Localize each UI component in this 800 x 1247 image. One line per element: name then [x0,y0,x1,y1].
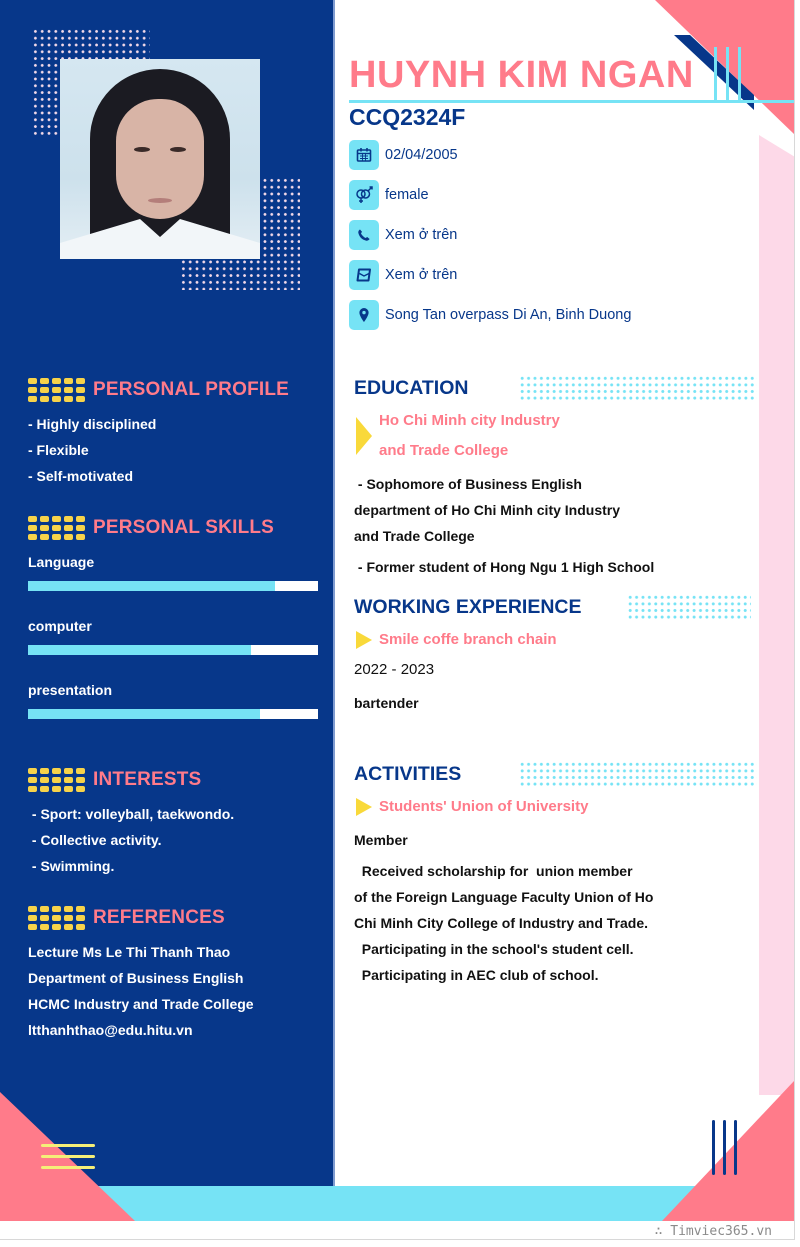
location-pin-icon [349,300,379,330]
education-school: and Trade College [379,442,509,459]
profile-item: - Flexible [28,442,89,458]
skill-bar-presentation [28,709,318,719]
candidate-name: HUYNH KIM NGAN [349,54,694,96]
profile-item: - Highly disciplined [28,416,157,432]
yellow-triangle-icon [356,798,372,816]
yellow-blocks-icon [28,378,85,402]
activities-line: of the Foreign Language Faculty Union of Ho [354,889,654,905]
experience-heading: WORKING EXPERIENCE [354,596,582,618]
education-dots [519,375,757,400]
activities-role: Member [354,832,408,848]
activities-line: Chi Minh City College of Industry and Trade. [354,915,649,931]
candidate-code: CCQ2324F [349,104,466,130]
activities-org: Students' Union of University [379,798,589,815]
contact-address: Song Tan overpass Di An, Binh Duong [349,300,631,330]
skill-label: presentation [28,682,113,698]
activities-heading: ACTIVITIES [354,763,462,785]
gender-icon [349,180,379,210]
contact-birthdate: 02/04/2005 [349,140,458,170]
education-line: and Trade College [354,528,475,544]
references-heading: REFERENCES [28,906,225,930]
reference-line: HCMC Industry and Trade College [28,996,254,1012]
left-sidebar [0,0,335,1186]
interest-item: - Sport: volleyball, taekwondo. [28,806,235,822]
watermark: ∴ Timviec365.vn [654,1224,772,1239]
activities-line: Received scholarship for union member [354,863,633,879]
experience-role: bartender [354,695,419,711]
yellow-lines-icon [41,1144,95,1172]
contact-gender: female [349,180,429,210]
reference-email: ltthanhthao@edu.hitu.vn [28,1022,193,1038]
education-heading: EDUCATION [354,377,469,399]
profile-item: - Self-motivated [28,468,134,484]
email-icon [349,260,379,290]
reference-line: Department of Business English [28,970,244,986]
activities-line: Participating in the school's student cell. [354,941,634,957]
personal-profile-heading: PERSONAL PROFILE [28,378,289,402]
yellow-triangle-icon [356,631,372,649]
skill-label: computer [28,618,92,634]
calendar-icon [349,140,379,170]
yellow-blocks-icon [28,768,85,792]
yellow-triangle-icon [356,417,372,455]
education-line: - Sophomore of Business English [354,476,582,492]
yellow-blocks-icon [28,516,85,540]
reference-line: Lecture Ms Le Thi Thanh Thao [28,944,231,960]
activities-dots [519,761,757,786]
education-line: - Former student of Hong Ngu 1 High School [354,559,655,575]
profile-photo [60,59,260,259]
name-underline [349,100,795,103]
yellow-blocks-icon [28,906,85,930]
interest-item: - Collective activity. [28,832,162,848]
interest-item: - Swimming. [28,858,115,874]
contact-phone: Xem ở trên [349,220,457,250]
cyan-vertical-lines-top [714,47,742,100]
contact-email: Xem ở trên [349,260,457,290]
skill-bar-language [28,581,318,591]
activities-line: Participating in AEC club of school. [354,967,599,983]
navy-vertical-lines-bottom [712,1120,740,1175]
education-line: department of Ho Chi Minh city Industry [354,502,621,518]
skill-label: Language [28,554,95,570]
education-school: Ho Chi Minh city Industry [379,412,560,429]
experience-company: Smile coffe branch chain [379,631,557,648]
phone-icon [349,220,379,250]
interests-heading: INTERESTS [28,768,201,792]
right-light-pink-band [759,135,795,1095]
personal-skills-heading: PERSONAL SKILLS [28,516,274,540]
experience-period: 2022 - 2023 [354,661,435,678]
experience-dots [627,594,751,619]
skill-bar-computer [28,645,318,655]
